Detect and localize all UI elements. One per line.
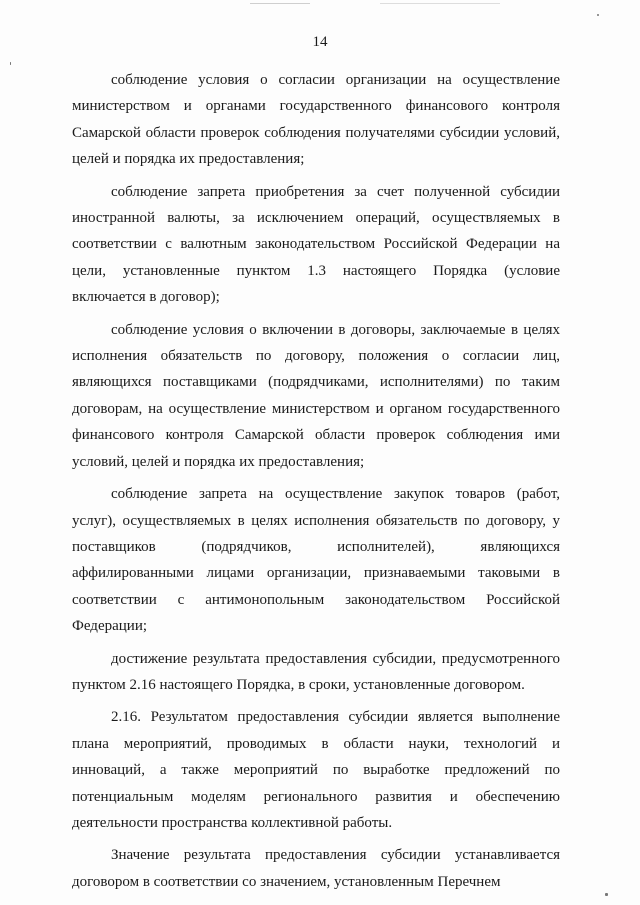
- text-line: поставщиков (подрядчиков, исполнителей), являющихся: [72, 538, 560, 555]
- scan-speck: [10, 62, 11, 65]
- paragraph: [72, 317, 560, 475]
- text-line: являющихся поставщиками (подрядчиками, исполнителями) по таким: [72, 374, 560, 391]
- text-line: иностранной валюты, за исключением операций, осуществляемых в: [72, 210, 560, 227]
- text-line: финансового контроля Самарской области проверок соблюдения ими: [72, 427, 560, 444]
- text-line: условий, целей и порядка их предоставления;: [72, 453, 365, 470]
- text-line: исполнения обязательств по договору, положения о согласии лиц,: [72, 348, 560, 365]
- scan-artifact-line: [380, 3, 500, 4]
- text-line: 2.16. Результатом предоставления субсидии является выполнение: [111, 709, 560, 726]
- text-line: инноваций, а также мероприятий по выработке предложений по: [72, 762, 560, 779]
- text-line: потенциальным моделям регионального развития и обеспечению: [72, 788, 560, 805]
- text-line: соблюдение условия о согласии организации на осуществление: [111, 72, 560, 88]
- text-line: достижение результата предоставления субсидии, предусмотренного: [111, 650, 560, 667]
- document-body: [72, 67, 560, 898]
- text-line: соответствии с антимонопольным законодательством Российской: [72, 591, 560, 608]
- text-line: соблюдение запрета приобретения за счет полученной субсидии: [111, 183, 560, 200]
- scan-speck: [597, 14, 599, 16]
- text-line: целей и порядка их предоставления;: [72, 151, 305, 168]
- paragraph: [72, 704, 560, 836]
- paragraph: [72, 646, 560, 699]
- paragraph: [72, 67, 560, 173]
- paragraph: [72, 481, 560, 639]
- text-line: плана мероприятий, проводимых в области науки, технологий и: [72, 735, 560, 752]
- text-line: цели, установленные пунктом 1.3 настоящего Порядка (условие: [72, 262, 560, 279]
- text-line: Значение результата предоставления субсидии устанавливается: [111, 847, 560, 864]
- text-line: соблюдение запрета на осуществление закупок товаров (работ,: [111, 486, 560, 503]
- text-line: договорам, на осуществление министерством и органом государственного: [72, 400, 560, 417]
- text-line: деятельности пространства коллективной работы.: [72, 814, 393, 831]
- text-line: Федерации;: [72, 618, 148, 635]
- paragraph: [72, 842, 560, 895]
- scan-artifact-line: [250, 3, 310, 4]
- text-line: аффилированными лицами организации, признаваемыми таковыми в: [72, 565, 560, 582]
- text-line: соблюдение условия о включении в договоры, заключаемые в целях: [111, 321, 560, 338]
- text-line: Самарской области проверок соблюдения получателями субсидии условий,: [72, 124, 560, 141]
- text-line: пунктом 2.16 настоящего Порядка, в сроки, установленные договором.: [72, 676, 525, 693]
- paragraph: [72, 179, 560, 311]
- text-line: включается в договор);: [72, 289, 220, 306]
- text-line: соответствии с валютным законодательством Российской Федерации на: [72, 236, 560, 253]
- text-line: договором в соответствии со значением, установленным Перечнем: [72, 873, 501, 890]
- scan-speck: [605, 893, 608, 896]
- page-number: 14: [312, 34, 328, 50]
- text-line: услуг), осуществляемых в целях исполнения обязательств по договору, у: [72, 512, 560, 529]
- text-line: министерством и органами государственного финансового контроля: [72, 98, 560, 115]
